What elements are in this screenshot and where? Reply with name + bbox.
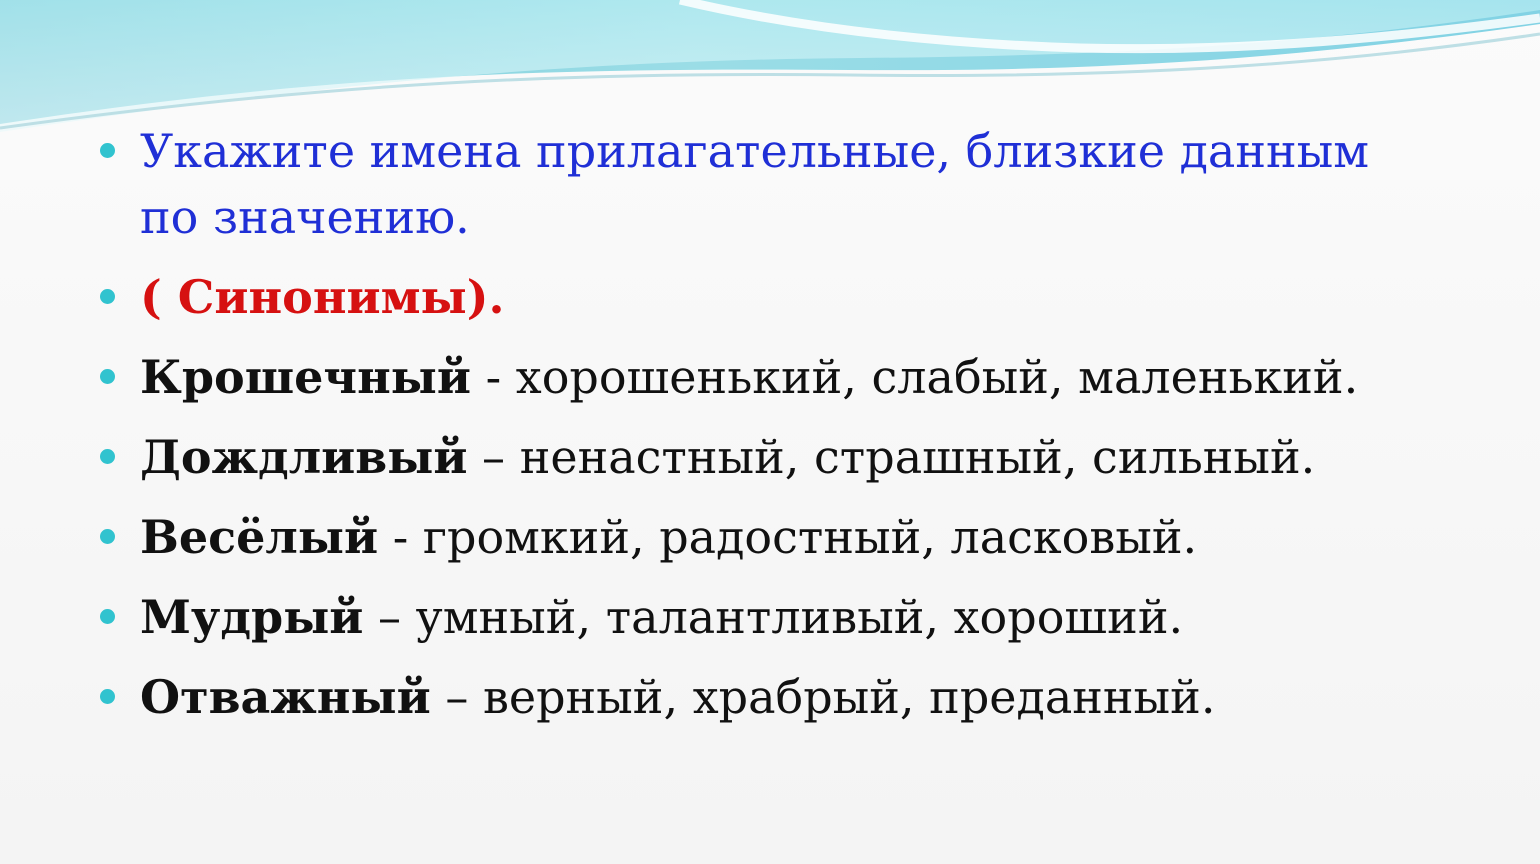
bullet-icon bbox=[100, 369, 115, 384]
synonym-row bbox=[100, 504, 1500, 570]
synonym-row bbox=[100, 344, 1500, 410]
separator: - bbox=[378, 510, 423, 564]
instruction-item bbox=[100, 118, 1410, 250]
synonym-list: хорошенький, слабый, маленький. bbox=[515, 350, 1359, 404]
bullet-icon bbox=[100, 449, 115, 464]
label-item bbox=[100, 264, 1500, 330]
adjective-term: Дождливый bbox=[140, 430, 468, 484]
synonym-list: верный, храбрый, преданный. bbox=[482, 670, 1216, 724]
bullet-icon bbox=[100, 529, 115, 544]
synonym-row bbox=[100, 584, 1500, 650]
synonym-list: ненастный, страшный, сильный. bbox=[519, 430, 1316, 484]
separator: – bbox=[430, 670, 483, 724]
synonym-list: громкий, радостный, ласковый. bbox=[422, 510, 1198, 564]
slide-content bbox=[100, 118, 1500, 744]
adjective-term: Отважный bbox=[140, 670, 431, 724]
separator: – bbox=[467, 430, 520, 484]
separator: – bbox=[363, 590, 416, 644]
adjective-term: Крошечный bbox=[140, 350, 471, 404]
bullet-icon bbox=[100, 143, 115, 158]
synonym-list: умный, талантливый, хороший. bbox=[415, 590, 1184, 644]
synonyms-label: ( Синонимы). bbox=[140, 270, 505, 324]
adjective-term: Весёлый bbox=[140, 510, 379, 564]
bullet-icon bbox=[100, 289, 115, 304]
adjective-term: Мудрый bbox=[140, 590, 364, 644]
synonym-row bbox=[100, 424, 1500, 490]
instruction-text: Укажите имена прилагательные, близкие данным по значению. bbox=[140, 124, 1370, 244]
bullet-icon bbox=[100, 609, 115, 624]
bullet-icon bbox=[100, 689, 115, 704]
synonym-row bbox=[100, 664, 1500, 730]
separator: - bbox=[470, 350, 516, 404]
